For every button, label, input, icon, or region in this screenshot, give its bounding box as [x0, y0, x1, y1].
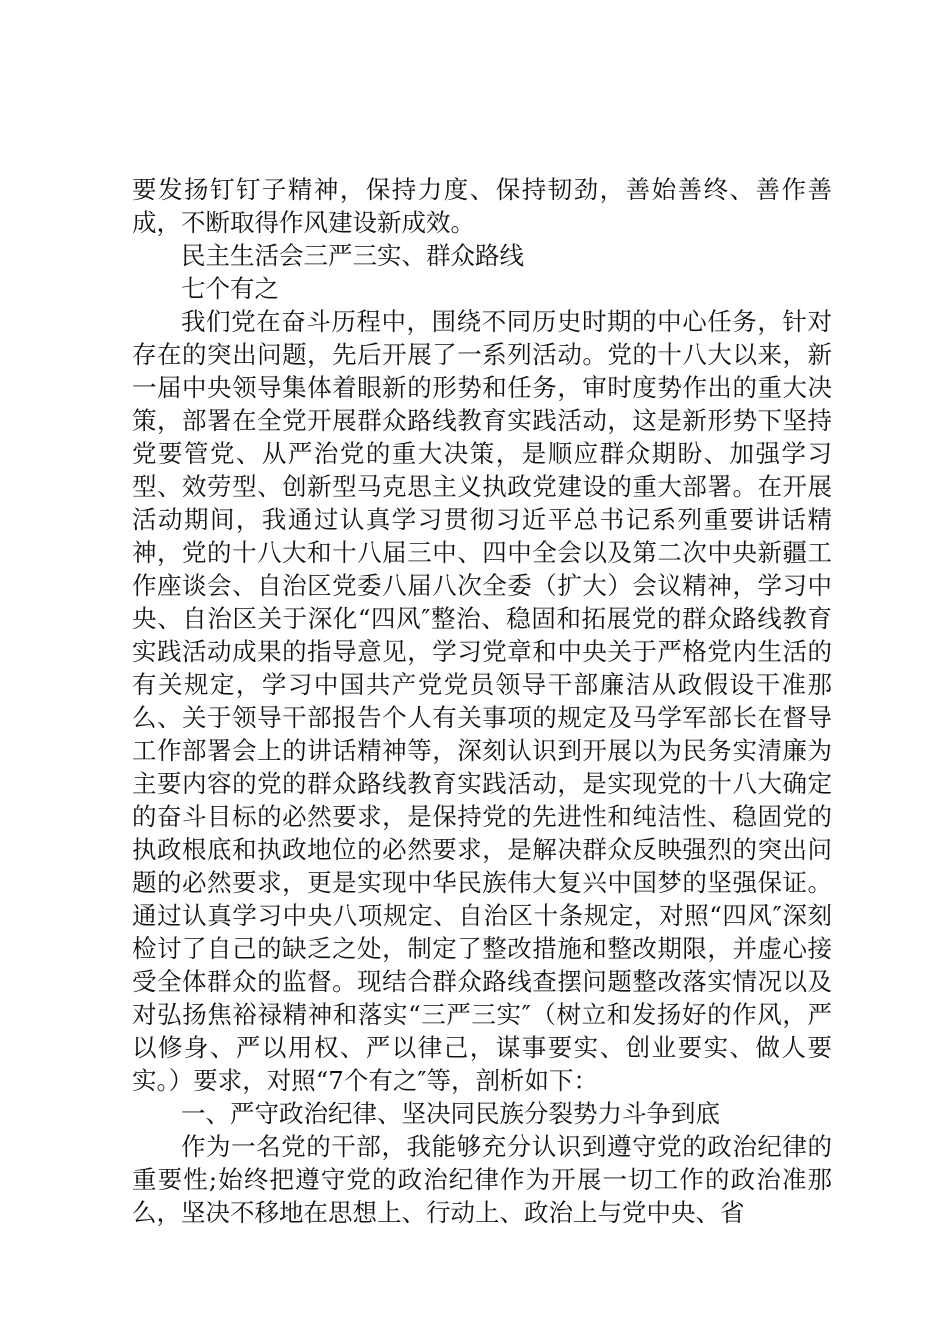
paragraph-continuation: 要发扬钉钉子精神，保持力度、保持韧劲，善始善终、善作善成，不断取得作风建设新成效。 — [132, 175, 832, 237]
paragraph-political-discipline: 作为一名党的干部，我能够充分认识到遵守党的政治纪律的重要性;始终把遵守党的政治纪律作为开展一切工作的政治准那么，坚决不移地在思想上、行动上、政治上与党中央、省 — [132, 1132, 832, 1227]
heading-seven-have: 七个有之 — [181, 274, 279, 303]
heading-democratic-life-meeting: 民主生活会三严三实、群众路线 — [181, 241, 524, 270]
section-heading-political-discipline: 一、严守政治纪律、坚决同民族分裂势力斗争到底 — [181, 1099, 720, 1128]
document-body — [132, 173, 832, 1229]
paragraph-main-body: 我们党在奋斗历程中，围绕不同历史时期的中心任务，针对存在的突出问题，先后开展了一系列活动。党的十八大以来，新一届中央领导集体着眼新的形势和任务，审时度势作出的重大决策，部署在全党开展群众路线教育实践活动，这是新形势下坚持党要管党、从严治党的重大决策，是顺应群众期盼、加强学习型、效劳型、创新型马克思主义执政党建设的重大部署。在开展活动期间，我通过认真学习贯彻习近平总书记系列重要讲话精神，党的十八大和十八届三中、四中全会以及第二次中央新疆工作座谈会、自治区党委八届八次全委（扩大）会议精神，学习中央、自治区关于深化“四风″整治、稳固和拓展党的群众路线教育实践活动成果的指导意见，学习党章和中央关于严格党内生活的有关规定，学习中国共产党党员领导干部廉洁从政假设干准那么、关于领导干部报告个人有关事项的规定及马学军部长在督导工作部署会上的讲话精神等，深刻认识到开展以为民务实清廉为主要内容的党的群众路线教育实践活动，是实现党的十八大确定的奋斗目标的必然要求，是保持党的先进性和纯洁性、稳固党的执政根底和执政地位的必然要求，是解决群众反映强烈的突出问题的必然要求，更是实现中华民族伟大复兴中国梦的坚强保证。通过认真学习中央八项规定、自治区十条规定，对照“四风″深刻检讨了自己的缺乏之处，制定了整改措施和整改期限，并虚心接受全体群众的监督。现结合群众路线查摆问题整改落实情况以及对弘扬焦裕禄精神和落实“三严三实″（树立和发扬好的作风，严以修身、严以用权、严以律己，谋事要实、创业要实、做人要实。）要求，对照“7个有之″等，剖析如下： — [132, 307, 832, 1095]
